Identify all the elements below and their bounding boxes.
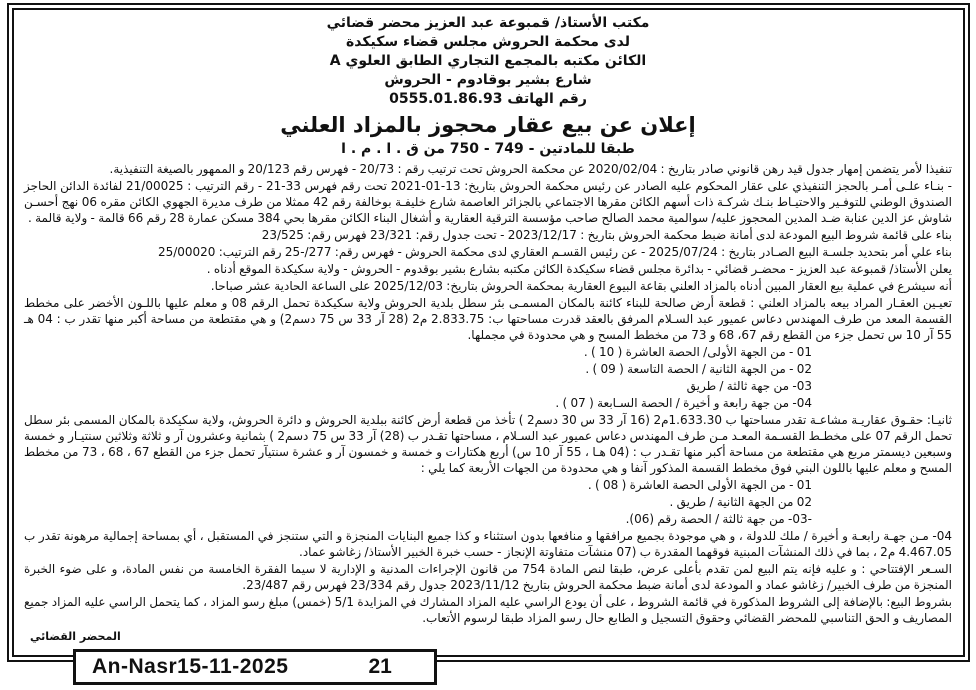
body-paragraph: بناء على قائمة شروط البيع المودعة لدى أمانة ضبط محكمة الحروش بتاريخ : 2023/12/17 - تحت جدول رقم: 23/321 فهرس رقم: 23/525 <box>261 228 952 242</box>
header-line: مكتب الأستاذ/ قمبوعة عبد العزيز محضر قضائي <box>326 15 650 31</box>
notice-body <box>24 161 952 626</box>
body-paragraph: -03- من جهة ثالثة / الحصة رقم (06). <box>625 512 812 526</box>
body-paragraph: بناء علي أمر بتحديد جلسـة البيع الصـادر بتاريخ : 2025/07/24 - عن رئيس القسـم العقاري لدى محكمة الحروش - فهرس رقم: 277/-25 رقم الترتيب: 25/00020 <box>157 245 952 259</box>
body-paragraph: بشروط البيع: بالإضافة إلى الشروط المذكورة في قائمة الشروط ، على أن يودع الراسي عليه المزاد المشارك في المزايدة 5/1 (خمس) مبلغ رسو المزاد ، كما يتحمل الراسي عليه المزاد جميع المصاريف و الحق التناسبي للمحضر القضائي وحقوق التسجيل و الطابع حال رسو المزاد طبقا لرسوم الأتعاب. <box>24 595 952 625</box>
body-paragraph: - بنـاء علـى أمـر بالحجز التنفيذي على عقار المحكوم عليه الصادر عن رئيس محكمة الحروش بتاريخ: 13-01-2021 تحت رقم فهرس 33-21 - رقم الترتيب : 21/00025 لفائدة الدائن الحاجز الصندوق الوطني للتوفـير والاحتيـاط بنـك شركـة ذات أسهم الكائن مقرها الاجتماعي بالجزائر العاصمة شارع خليفـة بوخالفة رقم 42 ممثلا من طرف مديرة الجهوي الكائن مقره 06 نهج أحسـن شاوش عز الدين عنابة ضـد المدين المحجوز عليه/ سوالمية محمد الصالح صاحب مؤسسة الترقية العقارية و أشغال البناء الكائن مقرها بحي 384 مسكن عمارة 28 رقم 66 قالمة - ولاية قالمة . <box>24 179 953 225</box>
document-content <box>24 12 952 652</box>
notice-title: إعلان عن بيع عقار محجوز بالمزاد العلني <box>280 113 696 137</box>
body-paragraph: ثانيـا: حقـوق عقاريـة مشاعـة تقدر مساحتها ب 1.633.30م2 (16 آر 33 س 30 دسم2 ) تأخذ من قطعة أرض كائنة ببلدية الحروش و دائرة الحروش، ولاية سكيكدة بالمكان المسمى بئر سطل تحمل الرقم 07 على مخطـط القسـمة المعـد مـن طرف المهندس دعاس عميور عبد السـلام ، مساحتها تقـدر ب (28) آر 33 س 75 دسم2 ) بثمانية وعشرون آر و ثلاثة وثلاثين سنتيـار و خمسة وسبعين ديسمتر مربع هي مقتطعة من مساحة أكبر منها تقـدر ب : (04 هـا ، 55 آر 10 س) أربع هكتارات و خمسة و خمسون آر و عشرة سنتيآر تحمل جزء من القطع 67 ، 68 ، 73 من مخطط المسح و معلم عليها باللون البني فوق مخطط القسمة المذكور آنفا و هي محدودة من الجهات الأربعة كما يلي : <box>24 413 952 475</box>
header-line: شارع بشير بوقادوم - الحروش <box>384 72 592 88</box>
body-paragraph: يعلن الأستاذ/ قمبوعة عبد العزيز - محضـر قضائي - بدائرة مجلس قضاء سكيكدة الكائن مكتبه بشارع بشير بوقدوم - الحروش - ولاية سكيكدة الموقع أدناه . <box>206 262 952 276</box>
body-paragraph: تنفيذا لأمر يتضمن إمهار جدول قيد رهن قانوني صادر بتاريخ : 2020/02/04 عن محكمة الحروش تحت ترتيب رقم : 20/73 - فهرس رقم 20/123 و الممهور بالصيغة التنفيذية. <box>109 162 952 176</box>
header-line: لدى محكمة الحروش مجلس قضاء سكيكدة <box>346 34 630 50</box>
body-paragraph: تعيـين العقـار المراد بيعه بالمزاد العلني : قطعة أرض صالحة للبناء كائنة بالمكان المسمـى بئر سطل بلدية الحروش ولاية سكيكدة تحمل الرقم 08 و معلم عليها باللـون الأخضر على مخطط القسمة المعد من طرف المهندس دعاس عميور عبد السـلام المرفق بالعقد قدرت مساحتها ب: 2.833.75 م2 (28 آر 33 س 75 دسم2) و هي مقتطعة من مساحة أكبر منها تقدر ب : 04 هـ 55 آر 10 س تحمل جزء من القطع رقم 67، 68 و 73 من مخطط المسح و هي محدودة في مجملها. <box>24 296 952 342</box>
body-paragraph: 04- مـن جهـة رابعـة و أخيرة / ملك للدولة ، و هي موجودة بجميع مرافقها و منافعها بدون استثناء و كذا جميع البنايات المنجزة و التي ستنجز في المستقبل ، أي بمساحة إجمالية مرهونة تقدر ب 4.467.05 م2 ، بما في ذلك المنشآت المبنية فوقهما المقدرة ب (07 منشآت متفاوتة الإنجاز - حسب خبرة الخبير الأستاذ/ زغاشو عماد. <box>24 529 952 559</box>
publication-footer-box <box>73 649 437 685</box>
page-number: 21 <box>368 655 392 678</box>
publication-date-label: An-Nasr15-11-2025 <box>92 655 289 678</box>
bailiff-office-header <box>24 12 952 109</box>
signature-label: المحضر القضائي <box>30 630 121 643</box>
body-paragraph: السـعر الإفتتاحي : و عليه فإنه يتم البيع لمن تقدم بأعلى عرض، طبقا لنص المادة 754 من قانون الإجراءات المدنية و الإدارية لا سيما الفقرة الخامسة من نفس المادة، و على ضوء الخبرة المنجزة من طرف الخبير/ زغاشو عماد و المودعة لدى أمانة ضبط محكمة الحروش بتاريخ 2023/11/12 جدول رقم 23/334 فهرس رقم 23/487. <box>24 562 952 592</box>
body-paragraph: 04- من جهة رابعة و أخيرة / الحصة السـابعة ( 07 ) . <box>555 396 812 410</box>
body-paragraph: 02 من الجهة الثانية / طريق . <box>669 495 812 509</box>
body-paragraph: 01 - من الجهة الأولى/ الحصة العاشرة ( 10 ) . <box>583 345 812 359</box>
body-paragraph: أنه سيشرع في عملية بيع العقار المبين أدناه بالمزاد العلني بقاعة البيوع العقارية بمحكمة الحروش بتاريخ: 2025/12/03 على الساعة الحادية عشر صباحا. <box>210 279 952 293</box>
body-paragraph: 02 - من الجهة الثانية / الحصة التاسعة ( 09 ) . <box>585 362 812 376</box>
notice-subtitle: طبقا للمادتين - 749‏ - 750 من ق . ا . م . ا <box>341 141 635 157</box>
header-line: الكائن مكتبه بالمجمع التجاري الطابق العلوي A <box>329 53 647 69</box>
body-paragraph: 03- من جهة ثالثة / طريق <box>686 379 812 393</box>
body-paragraph: 01 - من الجهة الأولى الحصة العاشرة ( 08 ) . <box>587 478 812 492</box>
header-line: رقم الهاتف 0555.01.86.93 <box>389 91 587 107</box>
